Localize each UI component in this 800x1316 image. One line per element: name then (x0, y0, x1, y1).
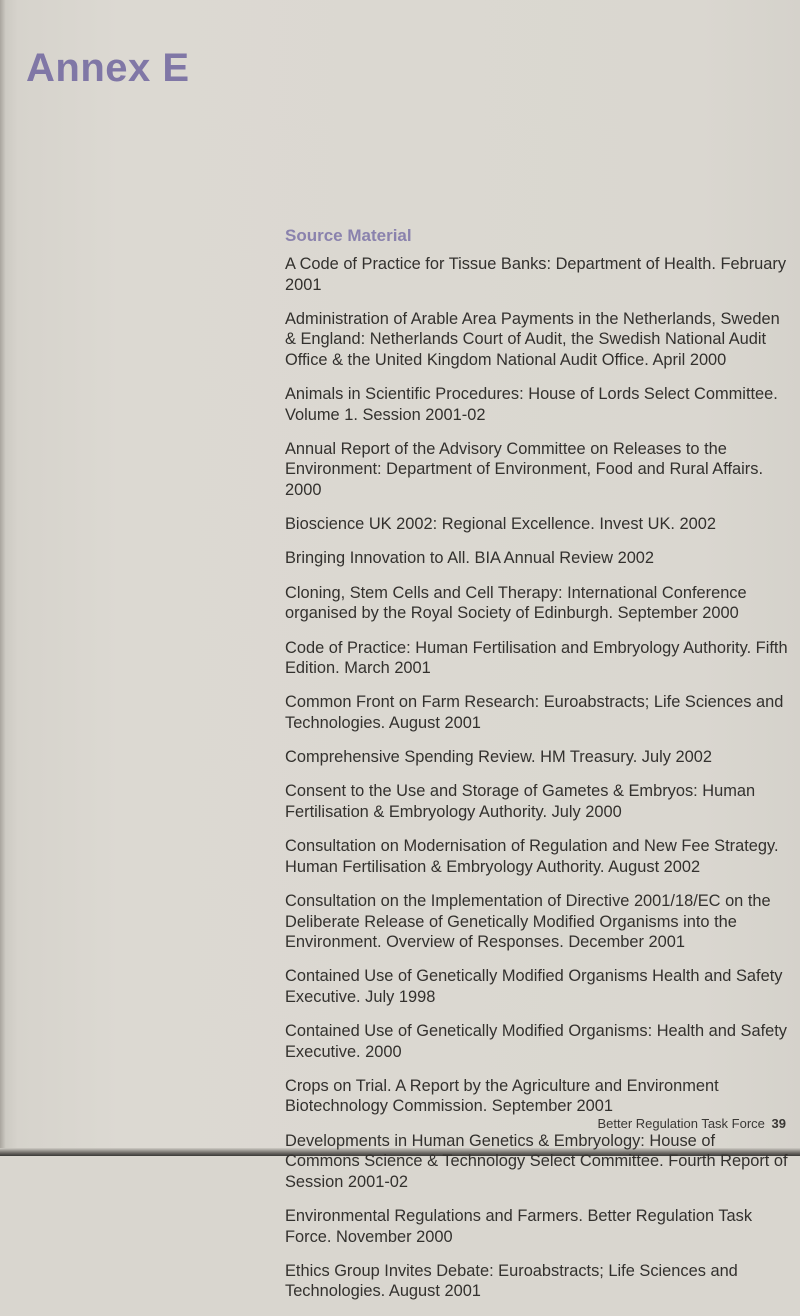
reference-item: Crops on Trial. A Report by the Agriculture and Environment Biotechnology Commission. September 2001 (285, 1076, 719, 1116)
reference-item: Annual Report of the Advisory Committee on Releases to the Environment: Department of Environment, Food and Rural Affairs. 2000 (285, 439, 763, 499)
reference-list (285, 254, 790, 1302)
reference-item: Contained Use of Genetically Modified Organisms: Health and Safety Executive. 2000 (285, 1022, 787, 1061)
page-left-edge-shadow (0, 0, 6, 1156)
footer-publication: Better Regulation Task Force (597, 1116, 765, 1131)
reference-item: Consultation on Modernisation of Regulation and New Fee Strategy. Human Fertilisation & Embryology Authority. August 2002 (285, 837, 779, 876)
footer-page-number: 39 (771, 1116, 786, 1131)
reference-item: Common Front on Farm Research: Euroabstracts; Life Sciences and Technologies. August 2001 (285, 693, 784, 732)
source-material-section (285, 224, 790, 1316)
reference-item: Contained Use of Genetically Modified Organisms Health and Safety Executive. July 1998 (285, 967, 783, 1006)
reference-item: Environmental Regulations and Farmers. Better Regulation Task Force. November 2000 (285, 1207, 753, 1246)
reference-item: Developments in Human Genetics & Embryology: House of Commons Science & Technology Select Committee. Fourth Report of Session 2001-02 (285, 1131, 788, 1191)
section-heading: Source Material (285, 226, 412, 245)
reference-item: A Code of Practice for Tissue Banks: Department of Health. February 2001 (285, 255, 787, 294)
reference-item: Ethics Group Invites Debate: Euroabstracts; Life Sciences and Technologies. August 2001 (285, 1261, 738, 1301)
reference-item: Bringing Innovation to All. BIA Annual Review 2002 (285, 549, 655, 568)
reference-item: Consultation on the Implementation of Directive 2001/18/EC on the Deliberate Release of Genetically Modified Organisms into the Environment. Overview of Responses. December 2001 (285, 892, 771, 952)
reference-item: Cloning, Stem Cells and Cell Therapy: International Conference organised by the Royal Society of Edinburgh. September 2000 (285, 583, 747, 623)
page-footer (598, 1116, 787, 1131)
reference-item: Bioscience UK 2002: Regional Excellence. Invest UK. 2002 (285, 515, 716, 534)
reference-item: Consent to the Use and Storage of Gametes & Embryos: Human Fertilisation & Embryology Authority. July 2000 (285, 782, 756, 821)
reference-item: Comprehensive Spending Review. HM Treasury. July 2002 (285, 748, 712, 767)
reference-item: Animals in Scientific Procedures: House of Lords Select Committee. Volume 1. Session 2001-02 (285, 385, 778, 424)
reference-item: Code of Practice: Human Fertilisation and Embryology Authority. Fifth Edition. March 2001 (285, 638, 788, 678)
annex-title: Annex E (26, 46, 190, 90)
reference-item: Administration of Arable Area Payments in the Netherlands, Sweden & England: Netherlands Court of Audit, the Swedish National Audit Office & the United Kingdom National Audit Office. April 2000 (285, 309, 780, 369)
